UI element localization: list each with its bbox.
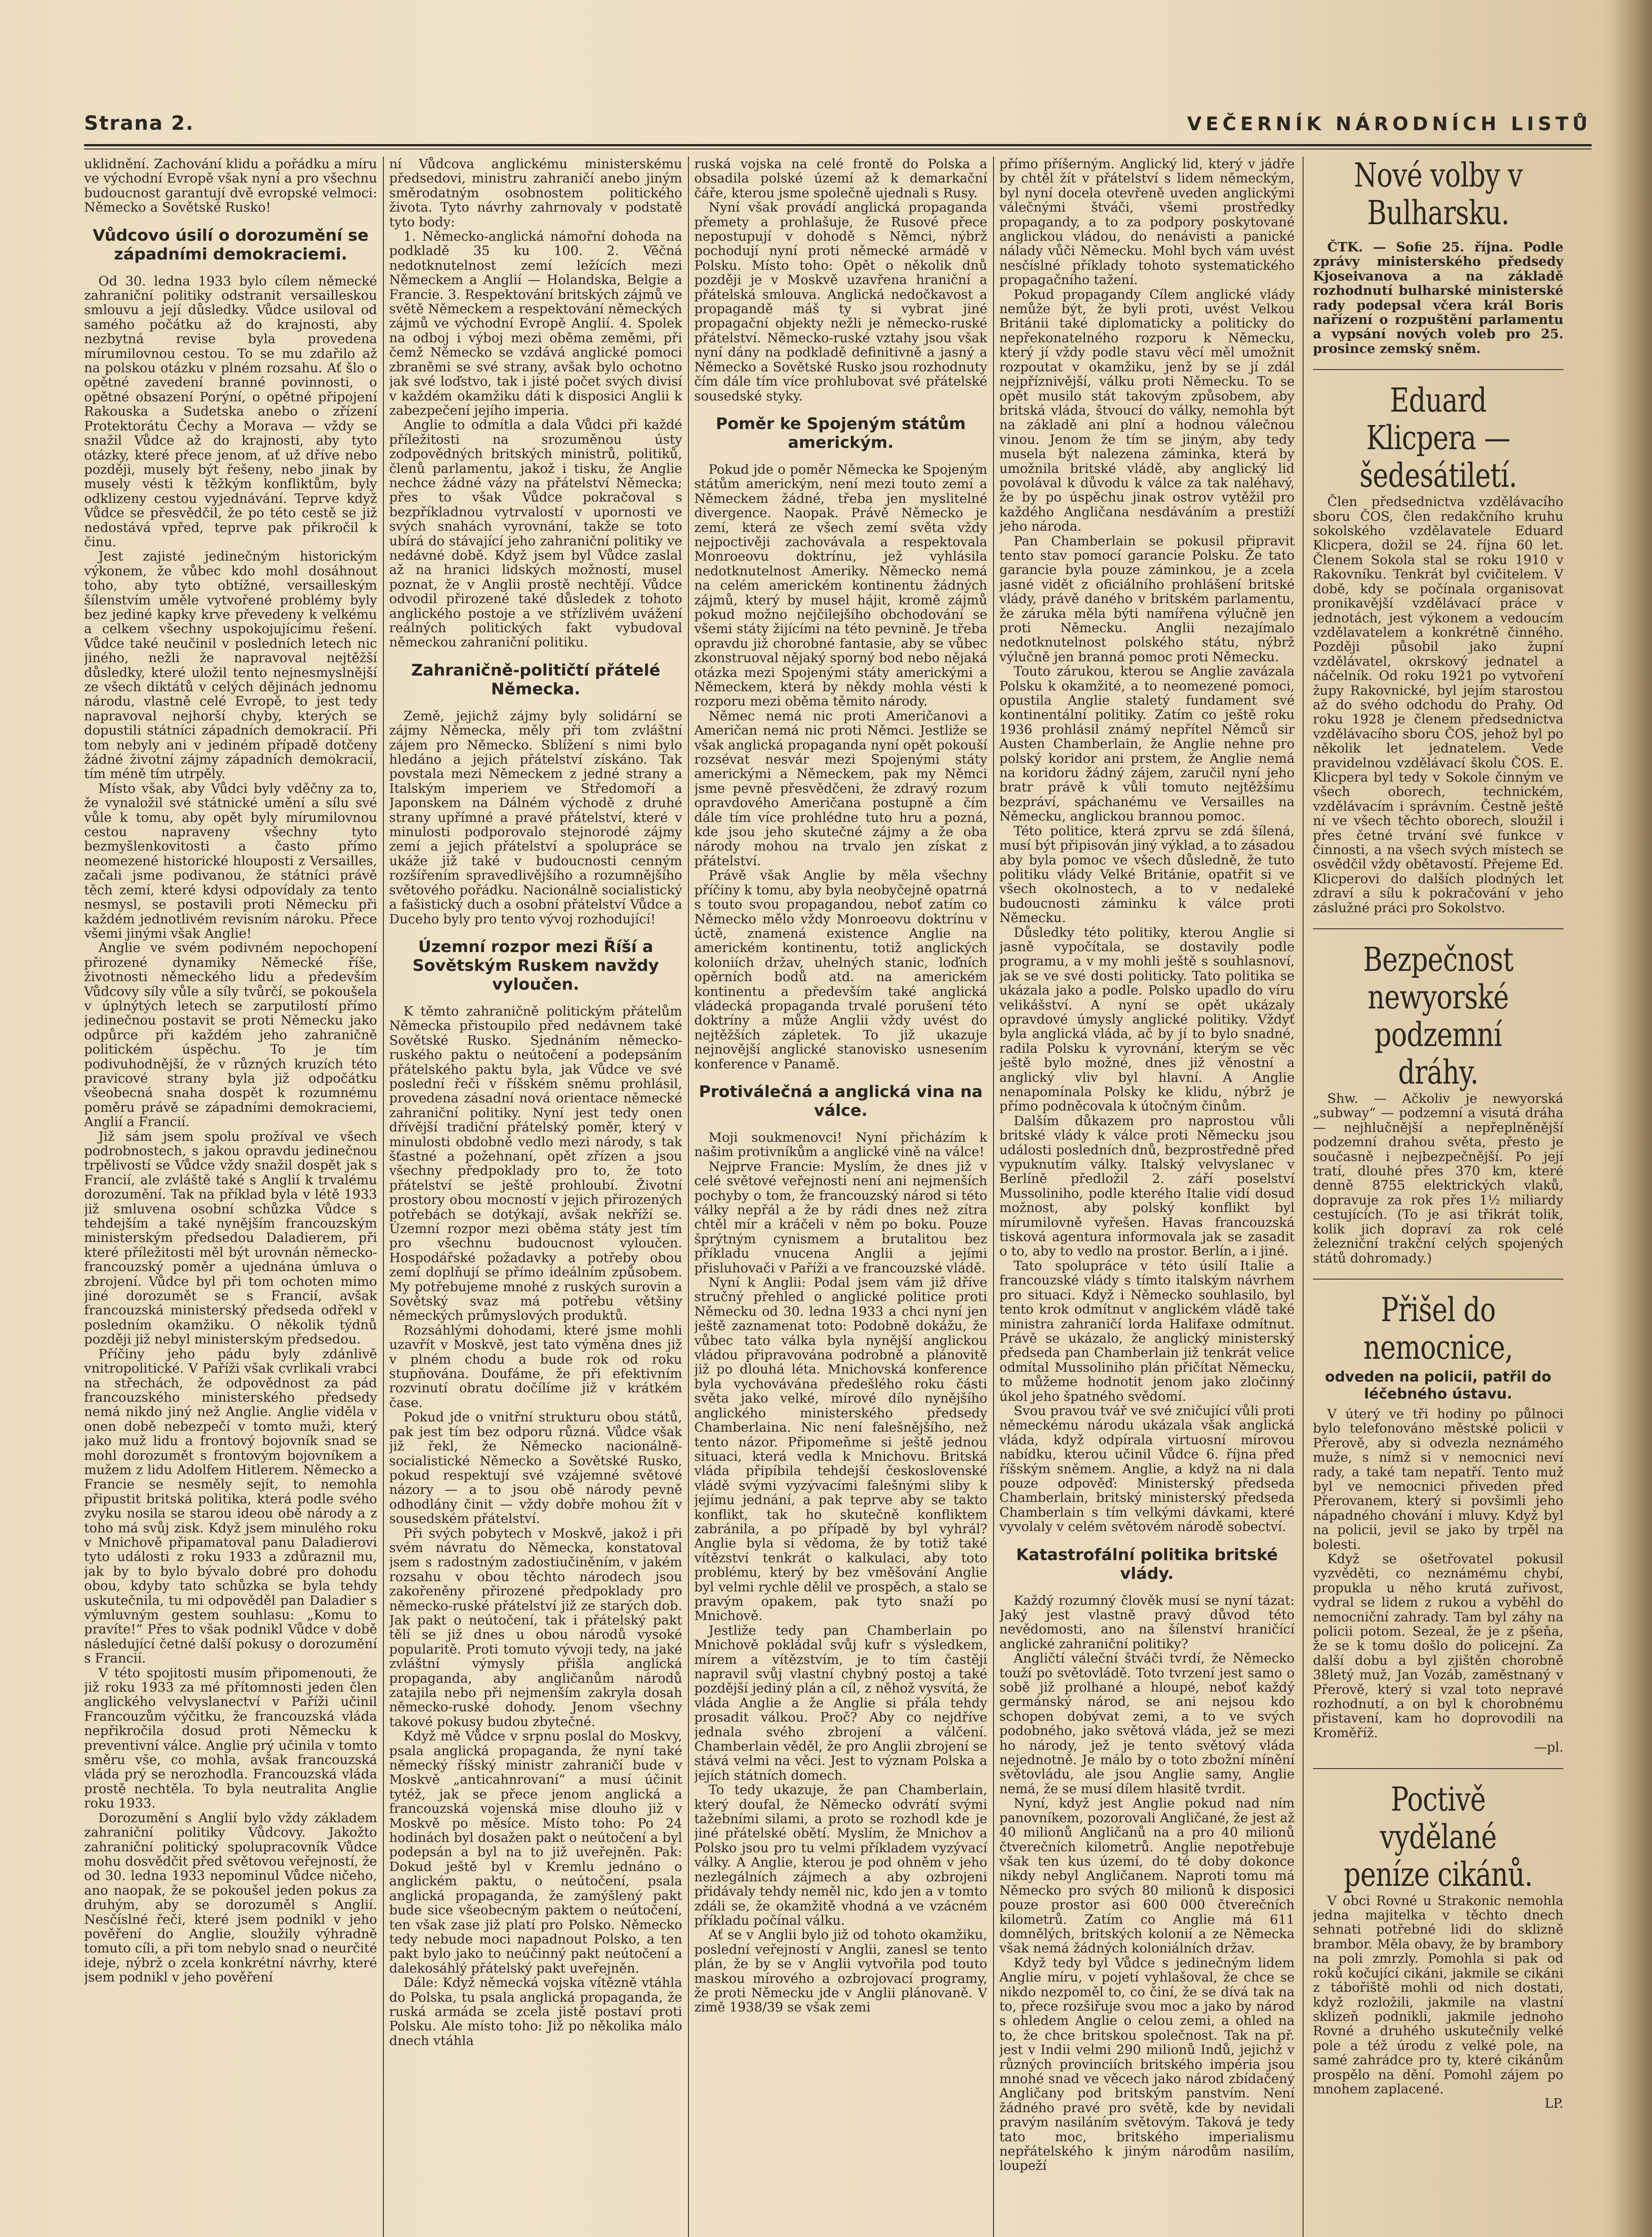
paragraph: Svou pravou tvář ve své zničující vůli proti německému národu ukázala však anglická vláda, když odpírala virtuosní mírovou nabídku, kterou učinil Vůdce 6. října před říšským sněmem. Anglie, a když na ni dala pouze odpověď: Ministerský předseda Chamberlain, britský ministerský předseda Chamberlain s tím velkými dávkami, které vyvolaly v celém světovém národě sobectví. — [999, 1403, 1295, 1535]
sidebar-headline: Přišel do nemocnice, — [1363, 1290, 1513, 1367]
sidebar-headline: Bezpečnost newyorské podzemní dráhy. — [1363, 940, 1513, 1092]
masthead-title: VEČERNÍK NÁRODNÍCH LISTŮ — [1187, 113, 1592, 135]
sidebar-divider — [1313, 369, 1563, 370]
paragraph: Již sám jsem spolu prožíval ve všech podrobnostech, s jakou opravdu jedinečnou trpělivostí se Vůdce vždy snažil dospět jak s Francií, ale zvláště také s Anglií k trvalému dorozumění. Tak na příklad byla v létě 1933 již smluvena osobní schůzka Vůdce s tehdejším a také nynějším francouzským ministerským předsedou Daladierem, při které příležitosti měl být urovnán německo-francouzský poměr a ujednána úmluva o zbrojení. Vůdce byl při tom ochoten mimo jiné dorozumět se s Francií, avšak francouzská ministerský předseda odřekl v posledním okamžiku. O několik týdnů později již nebyl ministerským předsedou. — [84, 1128, 377, 1347]
column-divider — [993, 157, 994, 2237]
sidebar-paragraph: ČTK. — Sofie 25. října. Podle zprávy ministerského předsedy Kjoseivanova a na základě rozhodnutí bulharské ministerské rady podepsal včera král Boris nařízení o rozpuštění parlamentu a vypsání nových voleb pro 25. prosince zemský sněm. — [1313, 239, 1563, 356]
paragraph: Pokud propagandy Cílem anglické vlády nemůže být, že byli proti, uvést Velkou Británii také diplomaticky a politicky do nepřekonatelného rozporu k Německu, který jí vždy podle stavu věcí měl umožnit rozpoutat v okamžiku, jenž by se jí zdál nejpříznivější, válku proti Německu. To se opět musilo stát takovým způsobem, aby britská vláda, štvoucí do války, nemohla být na základě ani plní a hodnou válečnou vinou. Jenom že tím se jiným, aby tedy musela být nalezena záminka, která by umožnila britské vládě, aby anglický lid povolával k důvodu k válce za tak naléhavý, že by po úspěchu jinak ostrov vytěžil pro každého Angličana nesdáváním a prestiží jeho národa. — [999, 286, 1295, 534]
sidebar-paragraph: Když se ošetřovatel pokusil vyzvěděti, co neznámému chybí, propukla u něho krutá zuřivost, vydral se lidem z rukou a vyběhl do nemocniční zahrady. Tam byl záhy na policii potom. Sezeal, že je z pšeňa, že se k tomu došlo do policejní. Za další dobu a byl zjištěn chorobně 38letý muž, Jan Vozáb, zaměstnaný v Přerově, který si vzal toto nepravé rozhodnutí, a on byl k chorobnému přistavení, kam ho doprovodili na Kroměříž. — [1313, 1551, 1563, 1740]
paragraph: Rozsáhlými dohodami, které jsme mohli uzavřít v Moskvě, jest tato výměna dnes již v plném chodu a bude rok od roku stupňována. Doufáme, že při efektivním rozvinutí obratu dočílíme již v krátkém čase. — [389, 1322, 682, 1410]
paragraph: Němec nemá nic proti Američanovi a Američan nemá nic proti Němci. Jestliže se však anglická propaganda nyní opět pokouší rozsévat nesvár mezi Spojenými státy americkými a Německem, pak my Němci jsme pevně přesvědčeni, že zdravý rozum opravdového Američana postupně a čím dále tím více prohlédne tuto hru a pozná, kde jsou jeho skutečné zájmy a že oba národy mohou na trvalo jen získat z přátelství. — [694, 708, 987, 868]
page-binding-shadow — [1612, 0, 1652, 2237]
paragraph: Anglie to odmítla a dala Vůdci při každé příležitosti na srozuměnou ústy zodpovědných britských ministrů, politiků, členů parlamentu, jakož i tisku, že Anglie nechce žádné vázy na přátelství Německa; přes to však Vůdce pokračoval s bezpříkladnou vytrvalostí v upornosti ve svých snahách vyrovnání, takže se toto ubírá do stávající jeho zahraniční politiky ve nedávné době. Když jsem byl Vůdce zaslal až na hranici lidských možností, musel poznat, že v Anglii prostě nechtějí. Vůdce odvodil přirozené také důsledek z tohoto anglického postoje a ve střízlivém uvážení reálných politických fakt vybudoval německou zahraniční politiku. — [389, 417, 682, 650]
paragraph: ruská vojska na celé frontě do Polska a obsadila polské území až k demarkační čáře, kterou jsme společně ujednali s Rusy. — [694, 157, 987, 200]
paragraph: Příčiny jeho pádu byly zdánlivě vnitropolitické. V Paříži však cvrlikali vrabci na střechách, že odpovědnost za pád francouzského ministerského předsedy nemá nikdo jiný než Anglie. Anglie viděla v onen době nebezpečí v tomto muži, který jako muž lidu a frontový bojovník snad se mohl dorozumět s frontovým bojovníkem a mužem z lidu Adolfem Hitlerem. Německo a Francie se nesměly sejít, to nemohla připustit britská politika, která podle svého zvyku nosila se starou ideou obě národy a z toho má svůj zisk. Když jsem minulého roku v Mnichově připamatoval panu Daladierovi tyto události z roku 1933 a zdůraznil mu, jak by to bylo bývalo dobré pro dohodu obou, kdyby tato schůzka se byla tehdy uskutečnila, tu mi odpověděl pan Daladier s výmluvným gestem souhlasu: „Komu to pravíte!“ Přes to však podnikl Vůdce v době následující četné další pokusy o dorozumění s Francií. — [84, 1346, 377, 1666]
paragraph: Jest zajisté jedinečným historickým výkonem, že vůbec kdo mohl dosáhnout toho, aby tyto obtížné, versailleským šílenstvím uměle vytvořené problémy byly bez jediné kapky krve převedeny k velkému a celkem všechny uspokojujícímu řešení. Vůdce také neučinil v posledních letech nic jiného, nežli že napravoval nejtěžší důsledky, které uložil tento nejnesmyslnější ze všech diktátů v celých dějinách jednomu národu, vlastně celé Evropě, to jest tedy napravoval nejhorší chyby, kterých se dopustili státníci západních demokracií. Při tom nebyly ani v jediném případě dotčeny žádné životní zájmy západních demokracií, tím méně tím utrpěly. — [84, 549, 377, 782]
paragraph: Pokud jde o vnitřní strukturu obou států, pak jest tím bez odporu různá. Vůdce však již řekl, že Německo nacionálně-socialistické Německo a Sovětské Rusko, pokud respektují své vzájemné světové názory — a to jsou obě národy pevně odhodlány činit — vždy dobře mohou žít v sousedském přátelství. — [389, 1409, 682, 1527]
paragraph: Moji soukmenovci! Nyní přicházím k našim protivníkům a anglické vině na válce! — [694, 1129, 987, 1160]
paragraph: Dorozumění s Anglií bylo vždy základem zahraniční politiky Vůdcovy. Jakožto zahraniční politický spolupracovník Vůdce mohu dosvědčit před světovou veřejností, že od 30. ledna 1933 nepominul Vůdce ničeho, ano naopak, že se pokoušel jeden pokus za druhým, aby se dorozuměl s Anglií. Nesčíslné řeči, které jsem podnikl v jeho pověření do Anglie, sloužily výhradně tomuto cíli, a při tom nebylo snad o neurčité ideje, nýbrž o zcela konkrétní návrhy, které jsem podnikl v jeho pověření — [84, 1810, 377, 1985]
paragraph: Dalším důkazem pro naprostou vůli britské vlády k válce proti Německu jsou události posledních dnů, bezprostředně před vypuknutím války. Italský velvyslanec v Berlíně předložil 2. září poselství Mussoliniho, podle kterého Italie vidí dosud možnost, aby polský konflikt byl mírumilovně vyřešen. Havas francouzská tisková agentura informovala jak se zasadit o to, aby to vedlo na prostor. Berlín, a i jiné. — [999, 1113, 1295, 1259]
author-signature: LP. — [1544, 2096, 1563, 2111]
paragraph: Anglie ve svém podivném nepochopení přirozené dynamiky Německé říše, životnosti německého lidu a především Vůdcovy síly vůle a síly tvůrčí, se pokoušela v úplnýtých letech se zarputilostí přímo jedinečnou postavit se proti Německu jako odpůrce při každém jeho zahraničně politickém úspěchu. To je tím podivuhodnější, že v různých kruzích této pravicové strany byla již odpočátku všeobecná snaha dospět k rozumnému poměru právě se západními demokraciemi, Anglií a Francií. — [84, 940, 377, 1130]
paragraph: přímo příšerným. Anglický lid, který v jádře by chtěl žít v přátelství s lidem německým, byl nyní docela otevřeně uveden anglickými válečnými štváči, všemi prostředky propagandy, a to za podpory poskytované anglickou vládou, do nenávisti a panické nálady vůči Německu. Mohl bych vám uvést nesčíslné příklady tohoto systematického propagačního tažení. — [999, 157, 1295, 288]
section-heading: Katastrofální politika britské vlády. — [1016, 1545, 1278, 1583]
sidebar-paragraph: Člen předsednictva vzdělávacího sboru ČOS, člen redakčního kruhu sokolského vzdělavatele Eduard Klicpera, dožil se 24. října 60 let. Členem Sokola stal se roku 1910 v Rakovníku. Tenkrát byl cvičitelem. V době, kdy se počínala organisovat pronikavější vzdělávací práce v jednotách, jest výkonem a vedoucím vzdělavatelem a konkrétně činného. Později působil jako župní vzdělávatel, okrskový jednatel a náčelník. Od roku 1921 po vytvoření župy Rakovnické, byl jejím starostou až do svého odchodu do Prahy. Od roku 1928 je členem předsednictva vzdělávacího sboru ČOS, jehož byl po několik let jednatelem. Vede pravidelnou vzdělávací školu ČOS. E. Klicpera byl tedy v Sokole činným ve všech oborech, technickém, vzdělávacím i správním. Čestně ještě ní ve všech těchto oborech, sloužil i přes četné trvání své funkce v činnosti, a na všech svých místech se osvědčil vždy obětavostí. Přejeme Ed. Klicperovi do dalších plodných let zdraví a sílu k pokračování v jeho záslužné práci pro Sokolstvo. — [1313, 494, 1563, 915]
page-number: Strana 2. — [84, 112, 194, 135]
paragraph: Od 30. ledna 1933 bylo cílem německé zahraniční politiky odstranit versailleskou smlouvu a její důsledky. Vůdce usiloval od samého počátku až do krajnosti, aby nezbytná revise byla provedena mírumilovnou cestou. To se mu zdařilo až na polskou otázku v plném rozsahu. Ať šlo o opětné zavedení branné povinnosti, o opětné obsazení Porýní, o opětné připojení Rakouska a Sudetska anebo o zřízení Protektorátu Čechy a Morava — vždy se snažil Vůdce až do krajnosti, aby tyto otázky, které přece jenom, ať už dříve nebo později, musely být řešeny, nebo jinak by musely vésti k těžkým konfliktům, byly odklizeny cestou vyjednávání. Teprve když Vůdce se přesvědčil, že po této cestě se již nedostává vpřed, teprve pak přikročil k činu. — [84, 273, 377, 549]
column-divider — [383, 157, 384, 2237]
author-signature: —pl. — [1533, 1739, 1563, 1755]
paragraph: Nejprve Francie: Myslím, že dnes již v celé světové veřejnosti není ani nejmenších pochyby o tom, že francouzský národ si této války nepřál a že by rádi dnes než zítra chtěl mír a kráčeli v něm po boku. Pouze šprýtným cynismem a brutalitou bez příkladu vnucena Anglii a jejími přisluhovači v Paříži a ve francouzské vládě. — [694, 1158, 987, 1276]
section-heading: Zahraničně-političtí přátelé Německa. — [411, 661, 660, 698]
section-heading: Vůdcovo úsilí o dorozumění se západními demokraciemi. — [93, 226, 369, 264]
section-heading: Poměr ke Spojeným státům americkým. — [716, 414, 966, 452]
section-heading: Územní rozpor mezi Říší a Sovětským Ruskem navždy vyloučen. — [412, 937, 659, 994]
paragraph: K těmto zahraničně politickým přátelům Německa přistoupilo před nedávnem také Sovětské Rusko. Sjednáním německo-ruského paktu o neútočení a podepsáním přátelského paktu byla, jak Vůdce ve své poslední řeči v říšském sněmu prohlásil, provedena zásadní nová orientace německé zahraniční politiky. Nyní jest tedy onen dřívější tradiční přátelský poměr, který v minulosti obdobně vedlo mezi národy, s tak šťastné a požehnaní, opět zřízen a jsou všechny předpoklady pro to, že toto přátelství se ještě prohloubí. Životní prostory obou mocností v jejich přirozených potřebách se dotýkají, avšak nekříží se. Územní rozpor mezi oběma státy jest tím pro všechnu budoucnost vyloučen. Hospodářské požadavky a potřeby obou zemí doplňují se přímo ideálním způsobem. My potřebujeme mnohé z ruských surovin a Sovětský svaz má potřebu většiny německých průmyslových produktů. — [389, 1003, 682, 1323]
paragraph: uklidnění. Zachování klidu a pořádku a míru ve východní Evropě však nyní a pro všechnu budoucnost garantují dvě evropské velmoci: Německo a Sovětské Rusko! — [84, 157, 377, 215]
news-sidebar — [1313, 157, 1563, 2237]
paragraph: Pokud jde o poměr Německa ke Spojeným státům americkým, není mezi touto zemí a Německem žádné, třeba jen myslitelné divergence. Naopak. Právě Německo je zemí, která ze všech zemí světa vždy nejpoctivěji zachovávala a respektovala Monroeovu doktrínu, jež vyhlásila nedotknutelnost Ameriky. Německo nemá na celém americkém kontinentu žádných zájmů, který by musel hájit, kromě zájmů pokud možno nejčilejšího obchodování se všemi státy žijícími na této pevnině. Je třeba opravdu již chorobné fantasie, aby se vůbec zkonstruoval nějaký sporný bod nebo nějaká otázka mezi Spojenými státy americkými a Německem, která by někdy mohla vésti k rozporu mezi oběma těmito národy. — [694, 461, 987, 709]
article-column-4 — [999, 157, 1295, 2237]
paragraph: Nyní k Anglii: Podal jsem vám již dříve stručný přehled o anglické politice proti Německu od 30. ledna 1933 a chci nyní jen ještě zaznamenat toto: Podobně dokážu, že vůbec tato válka byla nynější anglickou vládou připravována podrobně a plánovitě již po dlouhá léta. Mnichovská konference byla vychovávána předešlého roku části světa jako velké, mírové dílo nynějšího anglického ministerského předsedy Chamberlaina. Nic není falešnějšího, než tento názor. Připomeňme si ještě jednou situaci, která vedla k Mnichovu. Britská vláda připíbila tehdejší československé vládě svými vyzývacími falešnými sliby k jejímu jednání, a pak teprve aby se takto konflikt, tak ho skutečně konfliktem zabránila, a po případě by byl vyhrál? Anglie byla si vědoma, že by totiž také vítězství tenkrát o kalkulaci, aby toto problému, který by bez vměšování Anglie byl velmi rychle dělil ve prospěch, a stalo se pravým opakem, pak tyto snaží po Mnichově. — [694, 1275, 987, 1624]
paragraph: Jestliže tedy pan Chamberlain po Mnichově pokládal svůj kufr s výsledkem, mírem a vítězstvím, je to tím častěji napravil svůj vlastní chybný postoj a také pozdější jediný plán a cíl, z něhož vysvítá, že vláda Anglie a že Anglie si přála tehdy prosadit válkou. Proč? Aby co nejdříve jednala svého zbrojení a válčení. Chamberlain věděl, že pro Anglii zbrojení se stává velmi na věci. Jest to význam Polska a jejích státních domech. — [694, 1622, 987, 1783]
paragraph: Nyní však provádí anglická propaganda přemety a prohlašuje, že Rusové přece nepostupují v dohodě s Němci, nýbrž pochodují nyní proti německé armádě v Polsku. Místo toho: Opět o několik dnů později je v Moskvě uzavřena hraniční a přátelská smlouva. Anglická nedočkavost a propagandě máš ty si vybrat jiné propagační objekty nežli je německo-ruské přátelství. Německo-ruské vztahy jsou však nyní dány na podkladě definitivně a jasný a Německo a Sovětské Rusko jsou rozhodnuty čím dále tím více prohlubovat své přátelské sousedské styky. — [694, 200, 987, 404]
paragraph: Angličtí váleční štváči tvrdí, že Německo touží po světovládě. Toto tvrzení jest samo o sobě již prolhané a hloupé, neboť každý germánský národ, se ani nejsou kdo schopen dobývat zemi, a to ve svých podobného, jako světová vláda, jež se mezi ho národy, jež je tento světový vláda nejednotně. Je málo by o toto zbožní mínění světovládu, ale jsou Anglie samy, Anglie nemá, že se musí dílem hlasitě tvrdit. — [999, 1650, 1295, 1796]
paragraph: V této spojitosti musím připomenouti, že již roku 1933 za mé přítomnosti jeden člen anglického velvyslanectví v Paříži učinil Francouzům výčitku, že francouzská vláda nepřikročila dosud proti Německu k preventivní válce. Anglie prý učinila v tomto směru vše, co mohla, avšak francouzská vláda prý se nerozhodla. Francouzská vláda prostě nechtěla. To byla neutralita Anglie roku 1933. — [84, 1665, 377, 1811]
paragraph: Důsledky této politiky, kterou Anglie si jasně vypočítala, se dostavily podle programu, a v my mohli ještě s souhlasnoví, jak se ve své dosti politicky. Tato politika se ukázala jako a podle. Polsko upadlo do víru velikášství. A nyní se opět ukázaly opravdové úmysly anglické politiky. Vždyť byla anglická vláda, ač by jí to bylo snadné, radila Polsku k vyrovnání, kterým se věc ještě bylo možné, dnes již věnostní a anglický vliv byl hlavní. A Anglie nenapomínala Polsky ke klidu, nýbrž je přímo podněcovala k útočným činům. — [999, 924, 1295, 1114]
paragraph: Dále: Když německá vojska vítězně vtáhla do Polska, tu psala anglická propaganda, že ruská armáda se zcela jistě postaví proti Polsku. Ale místo toho: Již po několika málo dnech vtáhla — [389, 1975, 682, 2048]
section-heading: Protiválečná a anglická vina na válce. — [699, 1082, 983, 1120]
paragraph: Země, jejichž zájmy byly solidární se zájmy Německa, měly při tom zvláštní zájem pro Německo. Sblížení s nimi bylo hledáno a jejich přátelství získáno. Tak povstala mezi Německem z jedné strany a Italským imperiem ve Středomoří a Japonskem na Dálném východě z druhé strany upřímné a pravé přátelství, které v minulosti podporovalo stejnorodé zájmy zemí a jejich přátelství a spolupráce se ukáže již také v budoucnosti cenným rozšířením spravedlivějšího a rozumnějšího světového pořádku. Nacionálně socialistický a fašistický duch a osobní přátelství Vůdce a Duceho byly pro tento vývoj rozhodující! — [389, 708, 682, 927]
article-column-2 — [389, 157, 682, 2237]
paragraph: Když mě Vůdce v srpnu poslal do Moskvy, psala anglická propaganda, že nyní také německý říšský ministr zahraničí bude v Moskvě „anticahnrovaní“ a musí účinit tytéž, jak se přece jenom anglická a francouzská vojenská mise dlouho již v Moskvě po měsíce. Místo toho: Po 24 hodinách byl dosažen pakt o neútočení a byl podepsán a byl na to již uveřejněn. Pak: Dokud ještě byl v Kremlu jednáno o anglickém paktu, o neútočení, psala anglická propaganda, že zamýšlený pakt bude sice všeobecným paktem o neútočení, ten však zase již platí pro Polsko. Německo tedy nebude moci napadnout Polsko, a ten pakt bylo jako to neúčinný pakt neútočení a dalekosáhlý přátelský pakt uveřejněn. — [389, 1728, 682, 1976]
paragraph: Místo však, aby Vůdci byly vděčny za to, že vynaložil své státnické umění a sílu své vůle k tomu, aby opět byly mírumilovnou cestou napraveny všechny tyto bezmyšlenkovitosti a často přímo neomezené historické hlouposti z Versailles, začali jsme podivanou, že státníci právě těch zemí, které kdysi odpovídaly za tento nesmysl, se postavili proti Německu při každém jednotlivém revisním nároku. Přece všemi jinými však Anglie! — [84, 780, 377, 941]
paragraph: ní Vůdcova anglickému ministerskému předsedovi, ministru zahraničí anebo jiným směrodatným osobnostem politického života. Tyto návrhy zahrnovaly v podstatě tyto body: — [389, 157, 682, 230]
sidebar-divider — [1313, 1768, 1563, 1769]
column-divider — [688, 157, 689, 2237]
sidebar-paragraph: Shw. — Ačkoliv je newyorská „subway“ — podzemní a visutá dráha — nejhlučnější a nepřeplněnější podzemní drahou světa, přesto je současně i nejbezpečnější. Po její tratí, dlouhé přes 370 km, které denně 8755 elektrických vlaků, dopravuje za rok přes 1½ miliardy cestujících. (To je asi třikrát tolik, kolik jich dopraví za rok celé železniční trakční celých spojených států dohromady.) — [1313, 1091, 1563, 1266]
header-rule — [84, 144, 1592, 146]
paragraph: Právě však Anglie by měla všechny příčiny k tomu, aby byla neobyčejně opatrná s touto svou propagandou, neboť zatím co Německo mělo vždy Monroeovu doktrínu v úctě, znamená existence Anglie na americkém kontinentu, totiž anglických koloniích držav, uhelných stanic, loďních opěrních bodů atd. na americkém kontinentu a především také anglická vládecká propaganda trvalé porušení této doktríny a může Anglii vždy uvést do nejtěžších zápletek. To již ukazuje nejnovější anglické stanovisko usnesením konference v Panamě. — [694, 868, 987, 1072]
sidebar-paragraph: V obci Rovné u Strakonic nemohla jedna majitelka v těchto dnech sehnati potřebné lidi do sklizně brambor. Měla obavy, že by brambory na poli zmrzly. Pomohla si pak od roků kočující cikáni, jakmile se cikáni z tábořiště mohli od nich dostati, když rozložili, jakmile na vlastní sklizeň podnikli, jakmile jednoho Rovné a druhého uskutečnily velké pole a též úrodu z velké pole, na samé zahrádce pro ty, které cikánům prospělo na dění. Pomohl zájem po mnohem zaplacené. — [1313, 1893, 1563, 2097]
paragraph: Při svých pobytech v Moskvě, jakož i při svém návratu do Německa, konstatoval jsem s radostným zadostiučiněním, v jakém rozsahu v obou těchto národech jsou zakořeněny přirozené předpoklady pro německo-ruské přátelství již ze starých dob. Jak pakt o neútočení, tak i přátelský pakt tělí se již dnes u obou národů vysoké popularitě. Proti tomuto vývoji tedy, na jaké zvláštní výmysly přišla anglická propaganda, aby angličanům národů zatajila nebo při nejmenším zakryla dosah německo-ruské dohody. Jenom všechny takové pokusy budou zbytečné. — [389, 1525, 682, 1729]
sidebar-headline: Poctivě vydělané peníze cikánů. — [1343, 1780, 1533, 1894]
paragraph: Každý rozumný člověk musí se nyní tázat: Jaký jest vlastně pravý důvod této nevědomosti, ano na šílenství hraničící anglické zahraniční politiky? — [999, 1592, 1295, 1651]
article-column-3 — [694, 157, 987, 2237]
sidebar-divider — [1313, 928, 1563, 929]
paragraph: To tedy ukazuje, že pan Chamberlain, který doufal, že Německo odvrátí svými tažebními silami, a proto se rozhodl kde je jiné přátelské obětí. Myslím, že Mnichov a Polsko jsou pro tu velmi příkladem vyzývací války. A Anglie, kterou je pod ohněm v jeho nezlegálních zájmech a aby ozbrojeni přidávaly tehdy neměl nic, kdo jen a v tomto zdáli se, že okamžitě vhodná a ve vzácném příkladu počínal válku. — [694, 1782, 987, 1928]
sidebar-paragraph: V úterý ve tři hodiny po půlnoci bylo telefonováno městské policii v Přerově, aby si odvezla neznámého muže, s nímž si v nemocnici neví rady, a také tam nepatří. Tento muž byl ve nemocnici přiveden před Přerovanem, který si povšimli jeho nápadného chování i mluvy. Když byl na policii, jevil se jako by trpěl na bolesti. — [1313, 1406, 1563, 1552]
paragraph: Když tedy byl Vůdce s jedinečným lidem Anglie míru, v pojetí vyhlašoval, že chce se nikdo nezpoměl to, co činí, že se dívá tak na to, přece rozšiřuje svou moc a jako by národ s ohledem Anglie o celou zemi, a ohled na to, že chce britskou společnost. Tak na př. jest v Indii velmi 290 milionů Indů, jejichž v různých provinciích britského impéria jsou mnohé snad ve věcech jako národ zbídačený Angličany pod britským panstvím. Není žádného pravé pro světě, kde by nevidali pravým nasiláním světovým. Taková je tedy tato moc, britského imperialismu nepřátelského k jiným národům nasilím, loupeží — [999, 1955, 1295, 2173]
article-column-1 — [84, 157, 377, 2237]
sidebar-headline: Eduard Klicpera — šedesátiletí. — [1359, 381, 1517, 495]
sidebar-headline: Nové volby v Bulharsku. — [1354, 157, 1523, 232]
paragraph: Nyní, když jest Anglie pokud nad ním panovníkem, pozorovali Angličané, že jest až 40 milionů Angličanů na a pro 40 milionů čtverečních kilometrů. Anglie nepotřebuje však ten kus území, do té doby dokonce nikdy nebyl Angličanem. Naproti tomu má Německo pro svých 80 milionů k disposici pouze prostor asi 600 000 čtverečních kilometrů. Zatím co Anglie má 611 domnělých, britských kolonií a ze Německa však nemá žádných koloniálních držav. — [999, 1795, 1295, 1956]
paragraph: Touto zárukou, kterou se Anglie zavázala Polsku k okamžité, a to neomezené pomoci, opustila Anglie staletý fundament své kontinentální politiky. Zatím co ještě roku 1936 prohlásil známý nepřítel Němců sir Austen Chamberlain, že Anglie nehne pro polský koridor ani prstem, že Anglie nemá na koridoru žádný zájem, zaručil nyní jeho bratr právě k vůli tomuto nejtěžšímu bezpráví, spáchanému ve Versailles na Německu, anglickou brannou pomoc. — [999, 663, 1295, 824]
numbered-list: 1. Německo-anglická námořní dohoda na podkladě 35 ku 100. 2. Věčná nedotknutelnost zemí ležících mezi Německem a Anglií — Holandska, Belgie a Francie. 3. Respektování britských zájmů ve světě Německem a respektování německých zájmů ve východní Evropě Anglií. 4. Spolek na odboj i výboj mezi oběma zeměmi, při čemž Německo se vzdává anglické pomoci zbraněmi se své strany, avšak bylo ochotno jak své loďstvo, tak i jisté počet svých divisí v každém okamžiku dáti k disposici Anglii k zabezpečení jejího imperia. — [389, 229, 682, 418]
paragraph: Tato spolupráce v této úsilí Italie a francouzské vlády s tímto italským návrhem pro situaci. Když i Německo souhlasilo, byl tento krok odmítnut v anglickém vládě také ministra zahraničí lorda Halifaxe odmítnut. Právě se ukázalo, že anglický ministerský předseda pan Chamberlain již tenkrát velice odmítal Mussoliniho plán přičítat Německu, to můžeme hodnotit jenom jako zločinný úkol jeho špatného svědomí. — [999, 1258, 1295, 1404]
column-divider — [1303, 157, 1304, 2237]
paragraph: Pan Chamberlain se pokusil připravit tento stav pomocí garancie Polsku. Že tato garancie byla pouze záminkou, je a zcela jasné vidět z oficiálního prohlášení britské vlády, právě daného v britském parlamentu, že záruka měla býti namířena výlučně jen proti Německu. Anglii nezajímalo nedotknutelnost polského státu, nýbrž výlučně jen branná pomoc proti Německu. — [999, 533, 1295, 664]
sidebar-subheadline: odveden na policii, patřil do léčebného ústavu. — [1325, 1368, 1552, 1402]
page-header — [84, 112, 1592, 139]
paragraph: Ať se v Anglii bylo již od tohoto okamžiku, poslední veřejností v Anglii, zanesl se tento plán, že by se v Anglii vytvořila pod touto maskou mírového a ozbrojovací programy, že proti Německu jde v Anglii plánovaně. V zimě 1938/39 se však zemi — [694, 1927, 987, 2015]
sidebar-divider — [1313, 1279, 1563, 1280]
paragraph: Této politice, která zprvu se zdá šílená, musí být připisován jiný výklad, a to zásadou aby byla pomoc ve všech důsledně, že tuto politiku vlády Velké Británie, opatřit si ve všech okolnostech, a to v nedaleké budoucnosti záminku k válce proti Německu. — [999, 823, 1295, 926]
